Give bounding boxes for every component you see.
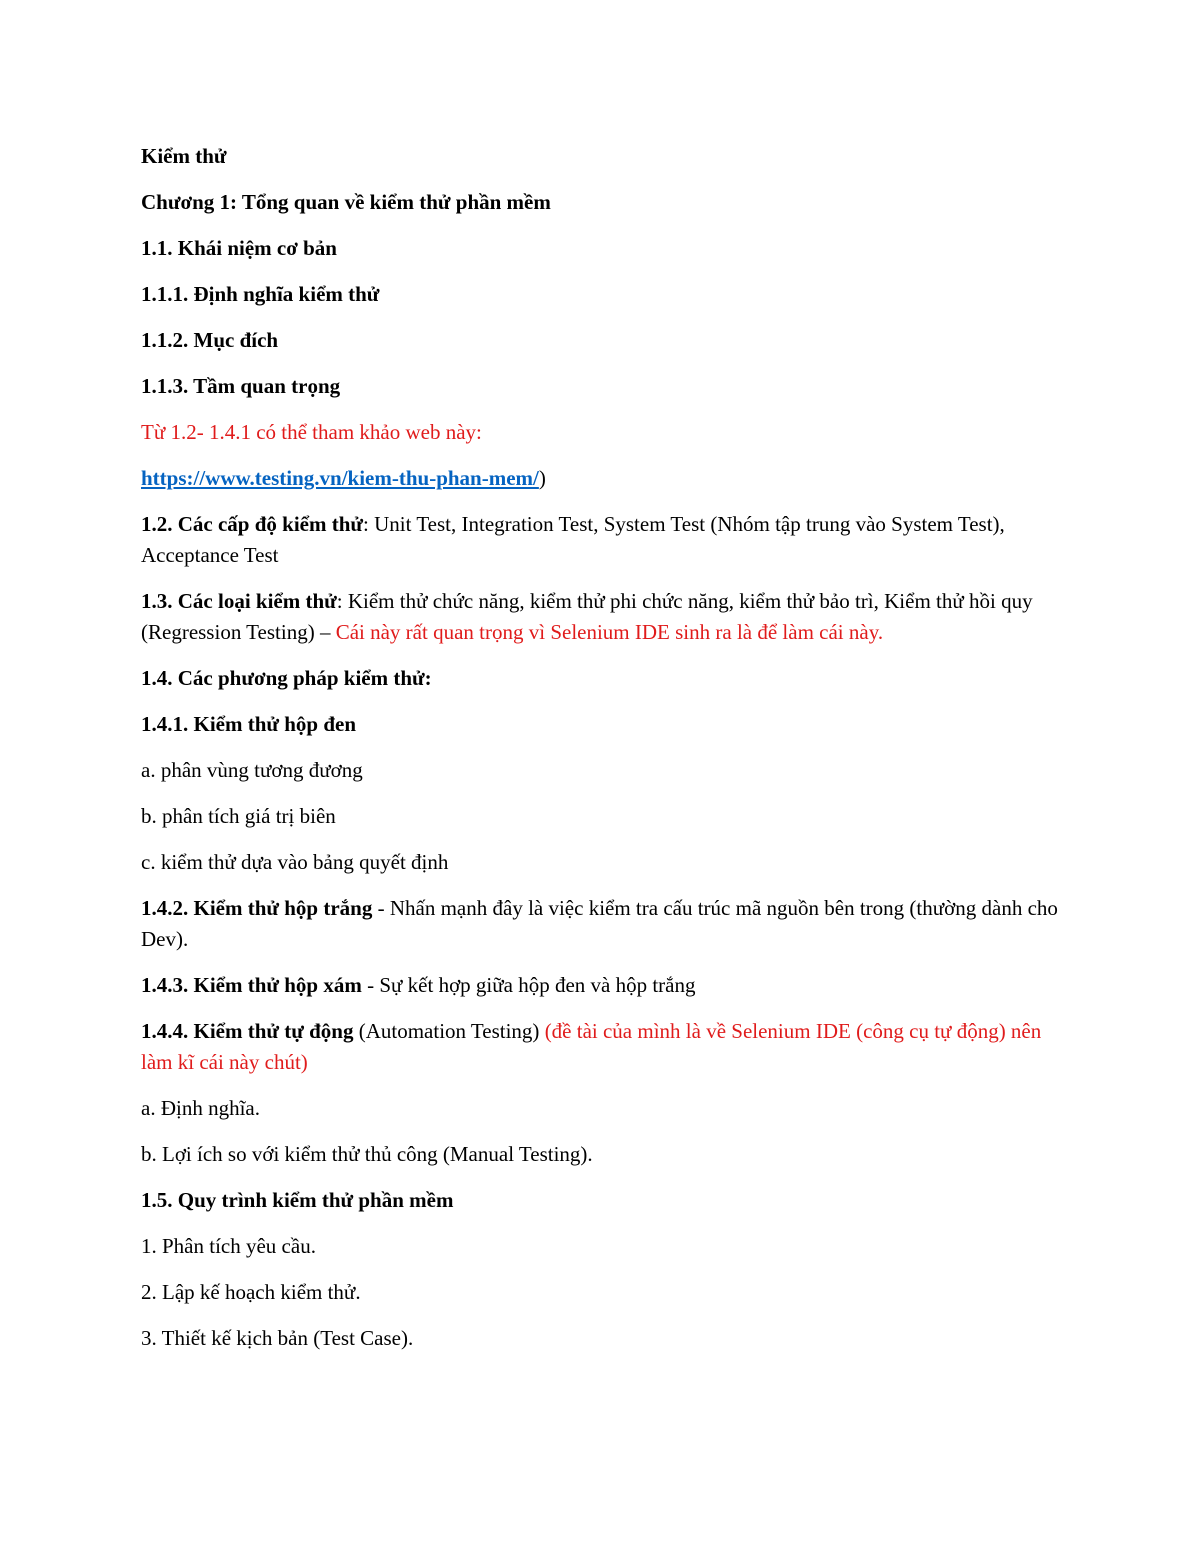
doc-title: Kiểm thử — [141, 144, 227, 168]
section-1-4-4 — [141, 1016, 1061, 1078]
list-item: 3. Thiết kế kịch bản (Test Case). — [141, 1326, 414, 1350]
list-item: a. phân vùng tương đương — [141, 758, 363, 782]
list-item: 1. Phân tích yêu cầu. — [141, 1234, 316, 1258]
reference-link-suffix: ) — [538, 466, 546, 490]
heading-1-1-3: 1.1.3. Tầm quan trọng — [141, 374, 341, 398]
section-1-4-4-note: (đề tài của mình là về Selenium IDE (công cụ tự động) nên làm kĩ cái này chút) — [141, 1019, 1042, 1074]
list-item: b. phân tích giá trị biên — [141, 804, 336, 828]
section-1-4-4-text: (Automation Testing) — [353, 1019, 545, 1043]
list-item: 2. Lập kế hoạch kiểm thử. — [141, 1280, 361, 1304]
section-1-4-2 — [141, 893, 1061, 955]
heading-1-2: 1.2. Các cấp độ kiểm thử — [141, 512, 364, 536]
section-1-2-text: : Unit Test, Integration Test, System Test (Nhóm tập trung vào System Test), Acceptance Test — [141, 512, 1005, 567]
section-1-4-3-text: - Sự kết hợp giữa hộp đen và hộp trắng — [361, 973, 696, 997]
heading-1-4-1: 1.4.1. Kiểm thử hộp đen — [141, 712, 357, 736]
section-1-3-note: Cái này rất quan trọng vì Selenium IDE sinh ra là để làm cái này. — [335, 620, 884, 644]
heading-1-3: 1.3. Các loại kiểm thử — [141, 589, 337, 613]
section-1-4-2-text: - Nhấn mạnh đây là việc kiểm tra cấu trúc mã nguồn bên trong (thường dành cho Dev). — [141, 896, 1058, 951]
heading-1-1-1: 1.1.1. Định nghĩa kiểm thử — [141, 282, 380, 306]
section-1-3-text: : Kiểm thử chức năng, kiểm thử phi chức năng, kiểm thử bảo trì, Kiểm thử hồi quy (Regression Testing) – — [141, 589, 1033, 644]
chapter-heading: Chương 1: Tổng quan về kiểm thử phần mềm — [141, 190, 551, 214]
heading-1-4-4: 1.4.4. Kiểm thử tự động — [141, 1019, 354, 1043]
reference-note: Từ 1.2- 1.4.1 có thể tham khảo web này: — [141, 420, 482, 444]
heading-1-1: 1.1. Khái niệm cơ bản — [141, 236, 337, 260]
heading-1-4-3: 1.4.3. Kiểm thử hộp xám — [141, 973, 362, 997]
heading-1-5: 1.5. Quy trình kiểm thử phần mềm — [141, 1188, 454, 1212]
section-1-4-3 — [141, 970, 1061, 1001]
heading-1-4: 1.4. Các phương pháp kiểm thử: — [141, 666, 432, 690]
reference-link-paragraph — [141, 463, 1061, 494]
document-body — [141, 141, 1061, 1369]
reference-link[interactable]: https://www.testing.vn/kiem-thu-phan-mem/ — [141, 466, 539, 490]
heading-1-4-2: 1.4.2. Kiểm thử hộp trắng — [141, 896, 373, 920]
list-item: a. Định nghĩa. — [141, 1096, 260, 1120]
heading-1-1-2: 1.1.2. Mục đích — [141, 328, 279, 352]
section-1-3 — [141, 586, 1061, 648]
section-1-2 — [141, 509, 1061, 571]
list-item: c. kiểm thử dựa vào bảng quyết định — [141, 850, 449, 874]
list-item: b. Lợi ích so với kiểm thử thủ công (Manual Testing). — [141, 1142, 593, 1166]
